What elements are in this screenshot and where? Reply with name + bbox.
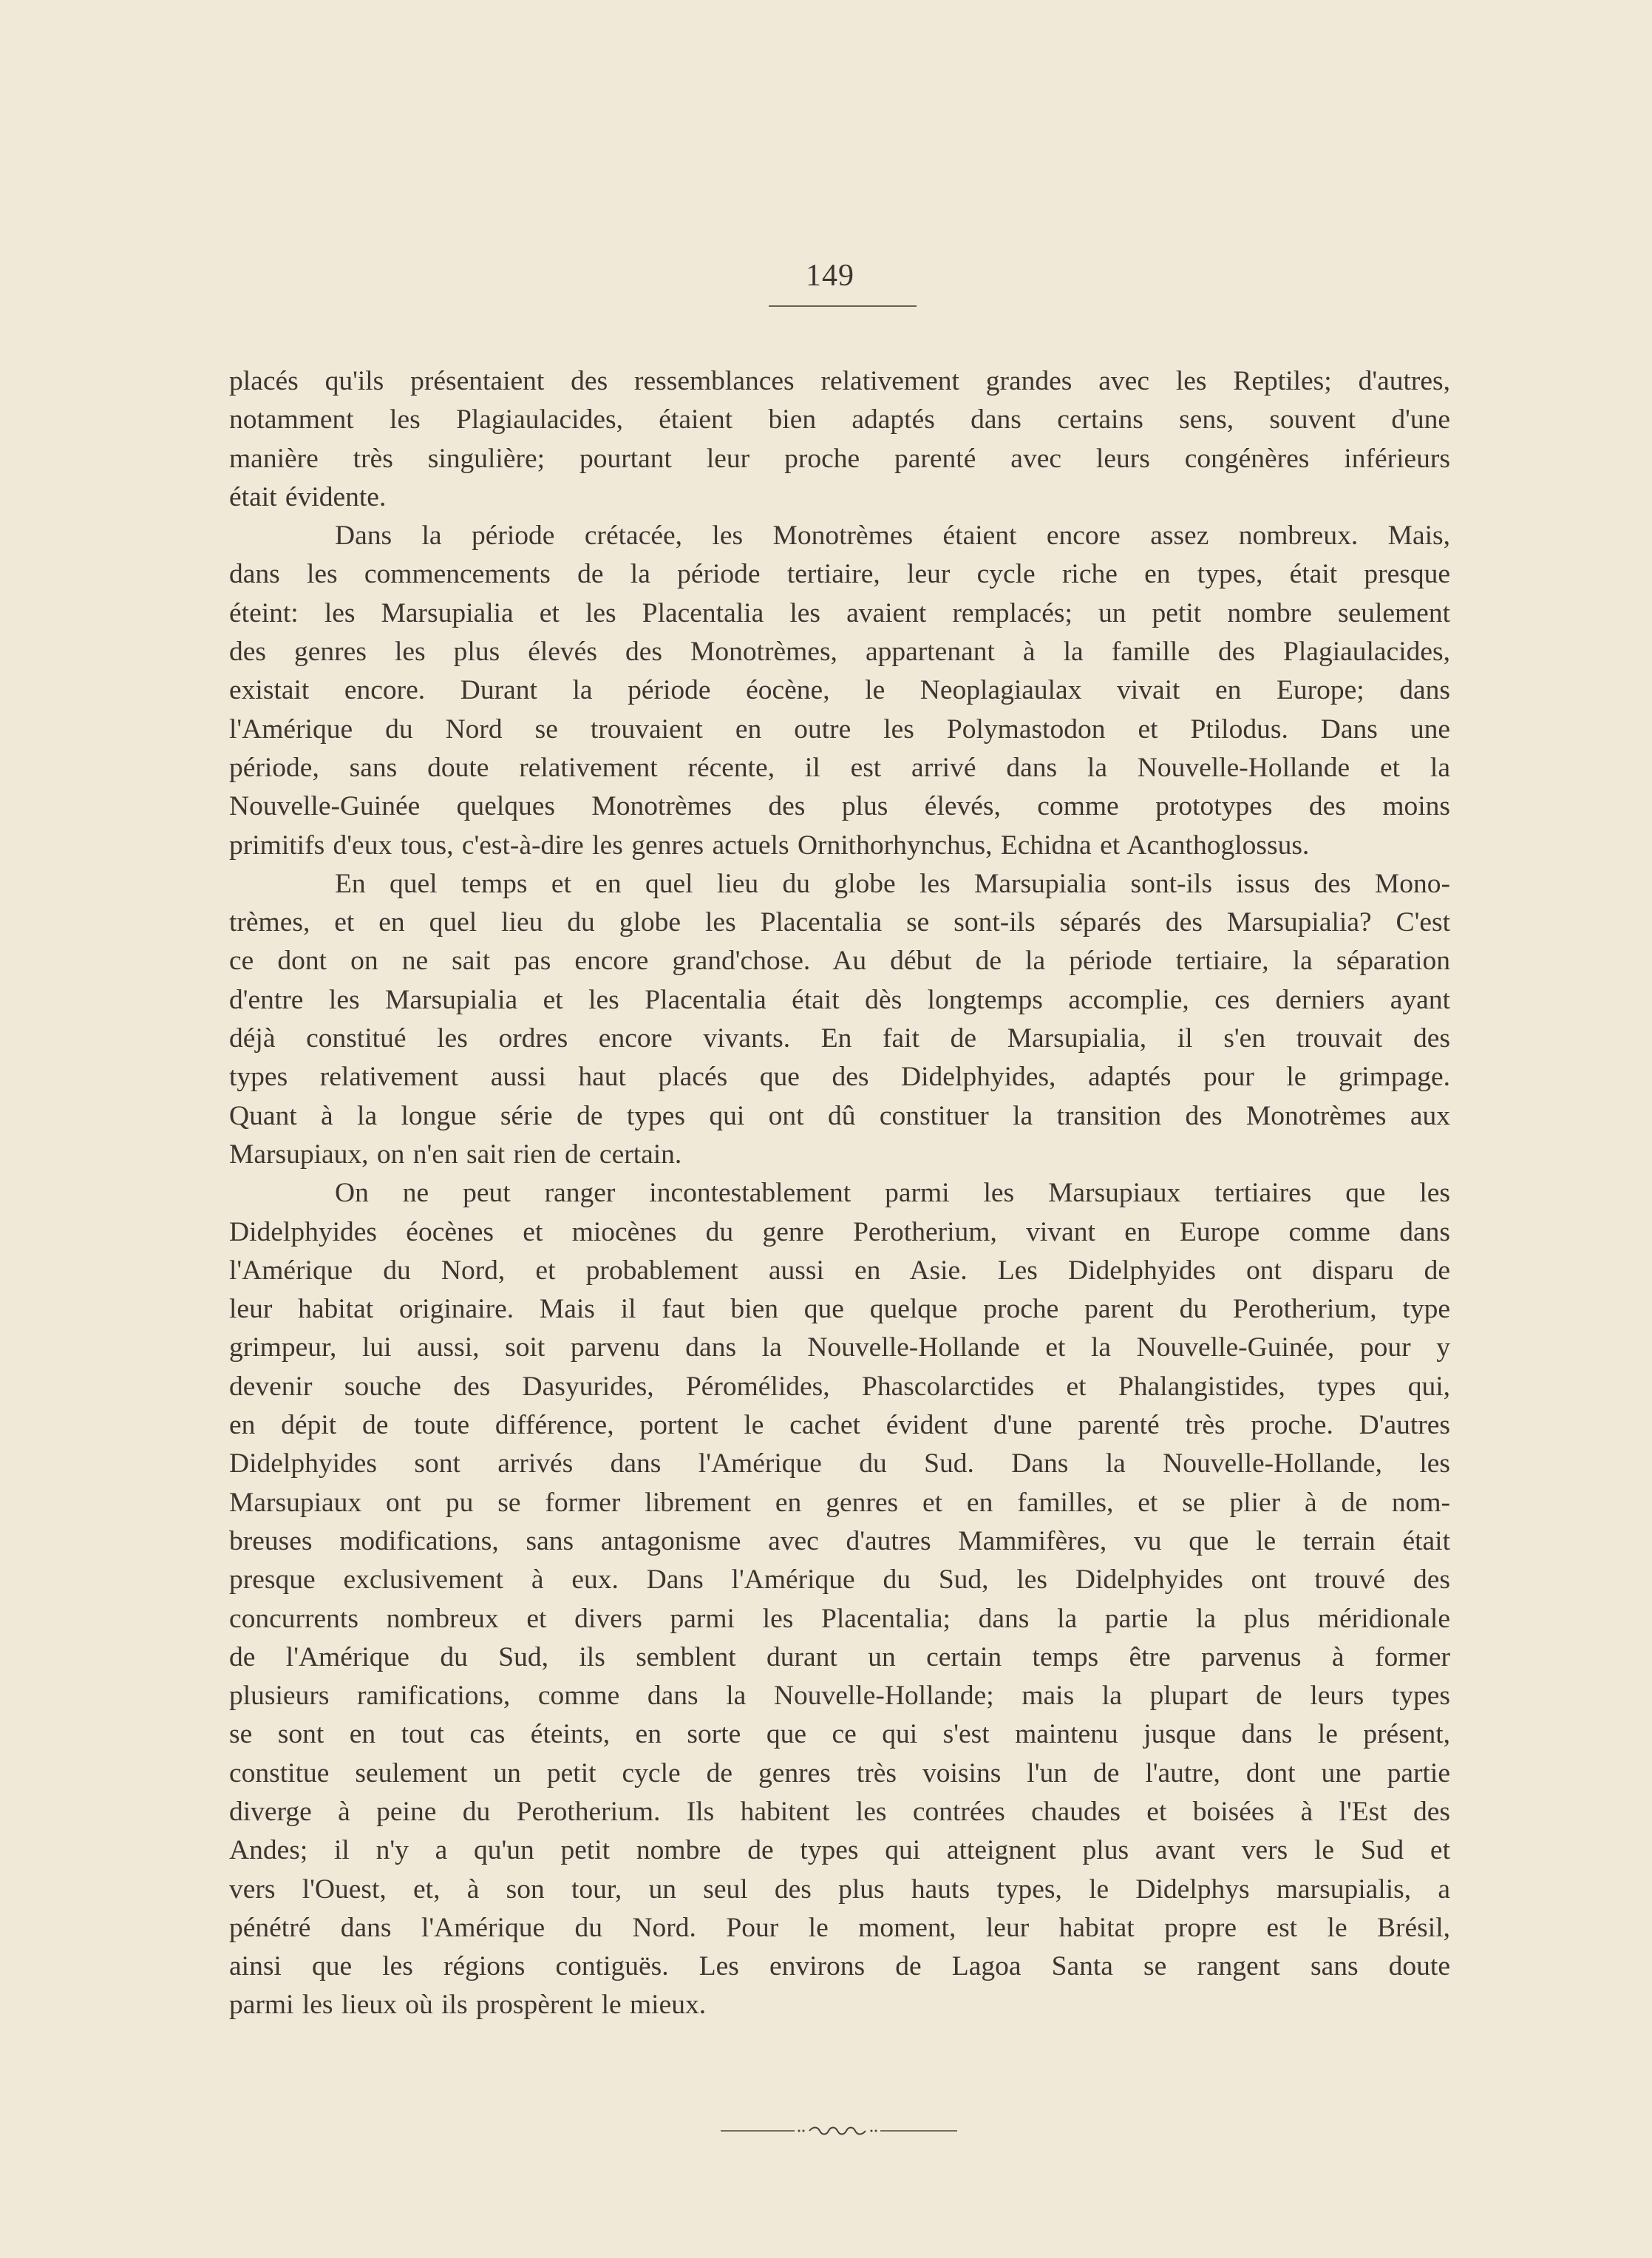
text-line: diverge à peine du Perotherium. Ils habitent les contrées chaudes et boisées à l'Est des [229,1796,1450,1827]
text-line: parmi les lieux où ils prospèrent le mieux. [229,1990,707,2021]
text-line: grimpeur, lui aussi, soit parvenu dans la Nouvelle-Hollande et la Nouvelle-Guinée, pour y [229,1332,1450,1363]
text-line: Marsupiaux ont pu se former librement en genres et en familles, et se plier à de nom- [229,1487,1450,1518]
text-line: concurrents nombreux et divers parmi les Placentalia; dans la partie la plus méridionale [229,1603,1450,1634]
text-line: notamment les Plagiaulacides, étaient bien adaptés dans certains sens, souvent d'une [229,404,1450,435]
text-line: l'Amérique du Nord, et probablement aussi en Asie. Les Didelphyides ont disparu de [229,1255,1450,1286]
text-line: pénétré dans l'Amérique du Nord. Pour le moment, leur habitat propre est le Brésil, [229,1912,1450,1943]
text-line: Didelphyides sont arrivés dans l'Amérique du Sud. Dans la Nouvelle-Hollande, les [229,1448,1450,1479]
text-line: l'Amérique du Nord se trouvaient en outre les Polymastodon et Ptilodus. Dans une [229,713,1450,745]
text-line: dans les commencements de la période tertiaire, leur cycle riche en types, était presque [229,559,1450,590]
text-line: manière très singulière; pourtant leur proche parenté avec leurs congénères inférieurs [229,443,1450,474]
text-line: plusieurs ramifications, comme dans la Nouvelle-Hollande; mais la plupart de leurs types [229,1681,1450,1712]
text-line: de l'Amérique du Sud, ils semblent durant un certain temps être parvenus à former [229,1641,1450,1672]
text-line: d'entre les Marsupialia et les Placentalia était dès longtemps accomplie, ces derniers ayant [229,984,1450,1015]
text-line: déjà constitué les ordres encore vivants. En fait de Marsupialia, il s'en trouvait des [229,1023,1450,1054]
text-line: Marsupiaux, on n'en sait rien de certain. [229,1139,682,1170]
text-line: placés qu'ils présentaient des ressemblances relativement grandes avec les Reptiles; d'autres, [229,366,1450,396]
text-line: se sont en tout cas éteints, en sorte que ce qui s'est maintenu jusque dans le présent, [229,1719,1450,1750]
page-number-underline [769,305,917,307]
text-line: On ne peut ranger incontestablement parmi les Marsupiaux tertiaires que les [335,1178,1450,1209]
ornament-icon [721,2126,957,2136]
text-line: ainsi que les régions contiguës. Les environs de Lagoa Santa se rangent sans doute [229,1951,1450,1982]
text-line: types relativement aussi haut placés que des Didelphyides, adaptés pour le grimpage. [229,1062,1450,1093]
text-line: des genres les plus élevés des Monotrèmes, appartenant à la famille des Plagiaulacides, [229,637,1450,668]
body-text [229,362,1450,2025]
text-line: éteint: les Marsupialia et les Placentalia les avaient remplacés; un petit nombre seulement [229,597,1450,628]
text-line: vers l'Ouest, et, à son tour, un seul des plus hauts types, le Didelphys marsupialis, a [229,1874,1450,1905]
text-line: breuses modifications, sans antagonisme avec d'autres Mammifères, vu que le terrain était [229,1525,1450,1556]
text-line: leur habitat originaire. Mais il faut bien que quelque proche parent du Perotherium, type [229,1294,1450,1325]
page-number: 149 [806,259,854,293]
text-line: existait encore. Durant la période éocène, le Neoplagiaulax vivait en Europe; dans [229,675,1450,706]
text-line: Didelphyides éocènes et miocènes du genre Perotherium, vivant en Europe comme dans [229,1216,1450,1247]
text-line: devenir souche des Dasyurides, Péromélides, Phascolarctides et Phalangistides, types qui, [229,1371,1450,1402]
text-line: Nouvelle-Guinée quelques Monotrèmes des plus élevés, comme prototypes des moins [229,791,1450,822]
text-line: En quel temps et en quel lieu du globe les Marsupialia sont-ils issus des Mono- [335,868,1450,899]
text-line: constitue seulement un petit cycle de genres très voisins l'un de l'autre, dont une partie [229,1757,1450,1789]
text-line: primitifs d'eux tous, c'est-à-dire les genres actuels Ornithorhynchus, Echidna et Acanthoglossus. [229,830,1310,861]
text-line: ce dont on ne sait pas encore grand'chose. Au début de la période tertiaire, la séparation [229,946,1450,977]
text-line: Quant à la longue série de types qui ont dû constituer la transition des Monotrèmes aux [229,1100,1450,1131]
text-line: presque exclusivement à eux. Dans l'Amérique du Sud, les Didelphyides ont trouvé des [229,1564,1450,1596]
text-line: Andes; il n'y a qu'un petit nombre de types qui atteignent plus avant vers le Sud et [229,1835,1450,1866]
text-line: période, sans doute relativement récente, il est arrivé dans la Nouvelle-Hollande et la [229,752,1450,783]
text-line: était évidente. [229,481,387,512]
text-line: trèmes, et en quel lieu du globe les Placentalia se sont-ils séparés des Marsupialia? C'est [229,907,1450,938]
decorative-end-ornament [721,2126,957,2136]
text-line: Dans la période crétacée, les Monotrèmes étaient encore assez nombreux. Mais, [335,521,1450,552]
text-line: en dépit de toute différence, portent le cachet évident d'une parenté très proche. D'autres [229,1410,1450,1441]
